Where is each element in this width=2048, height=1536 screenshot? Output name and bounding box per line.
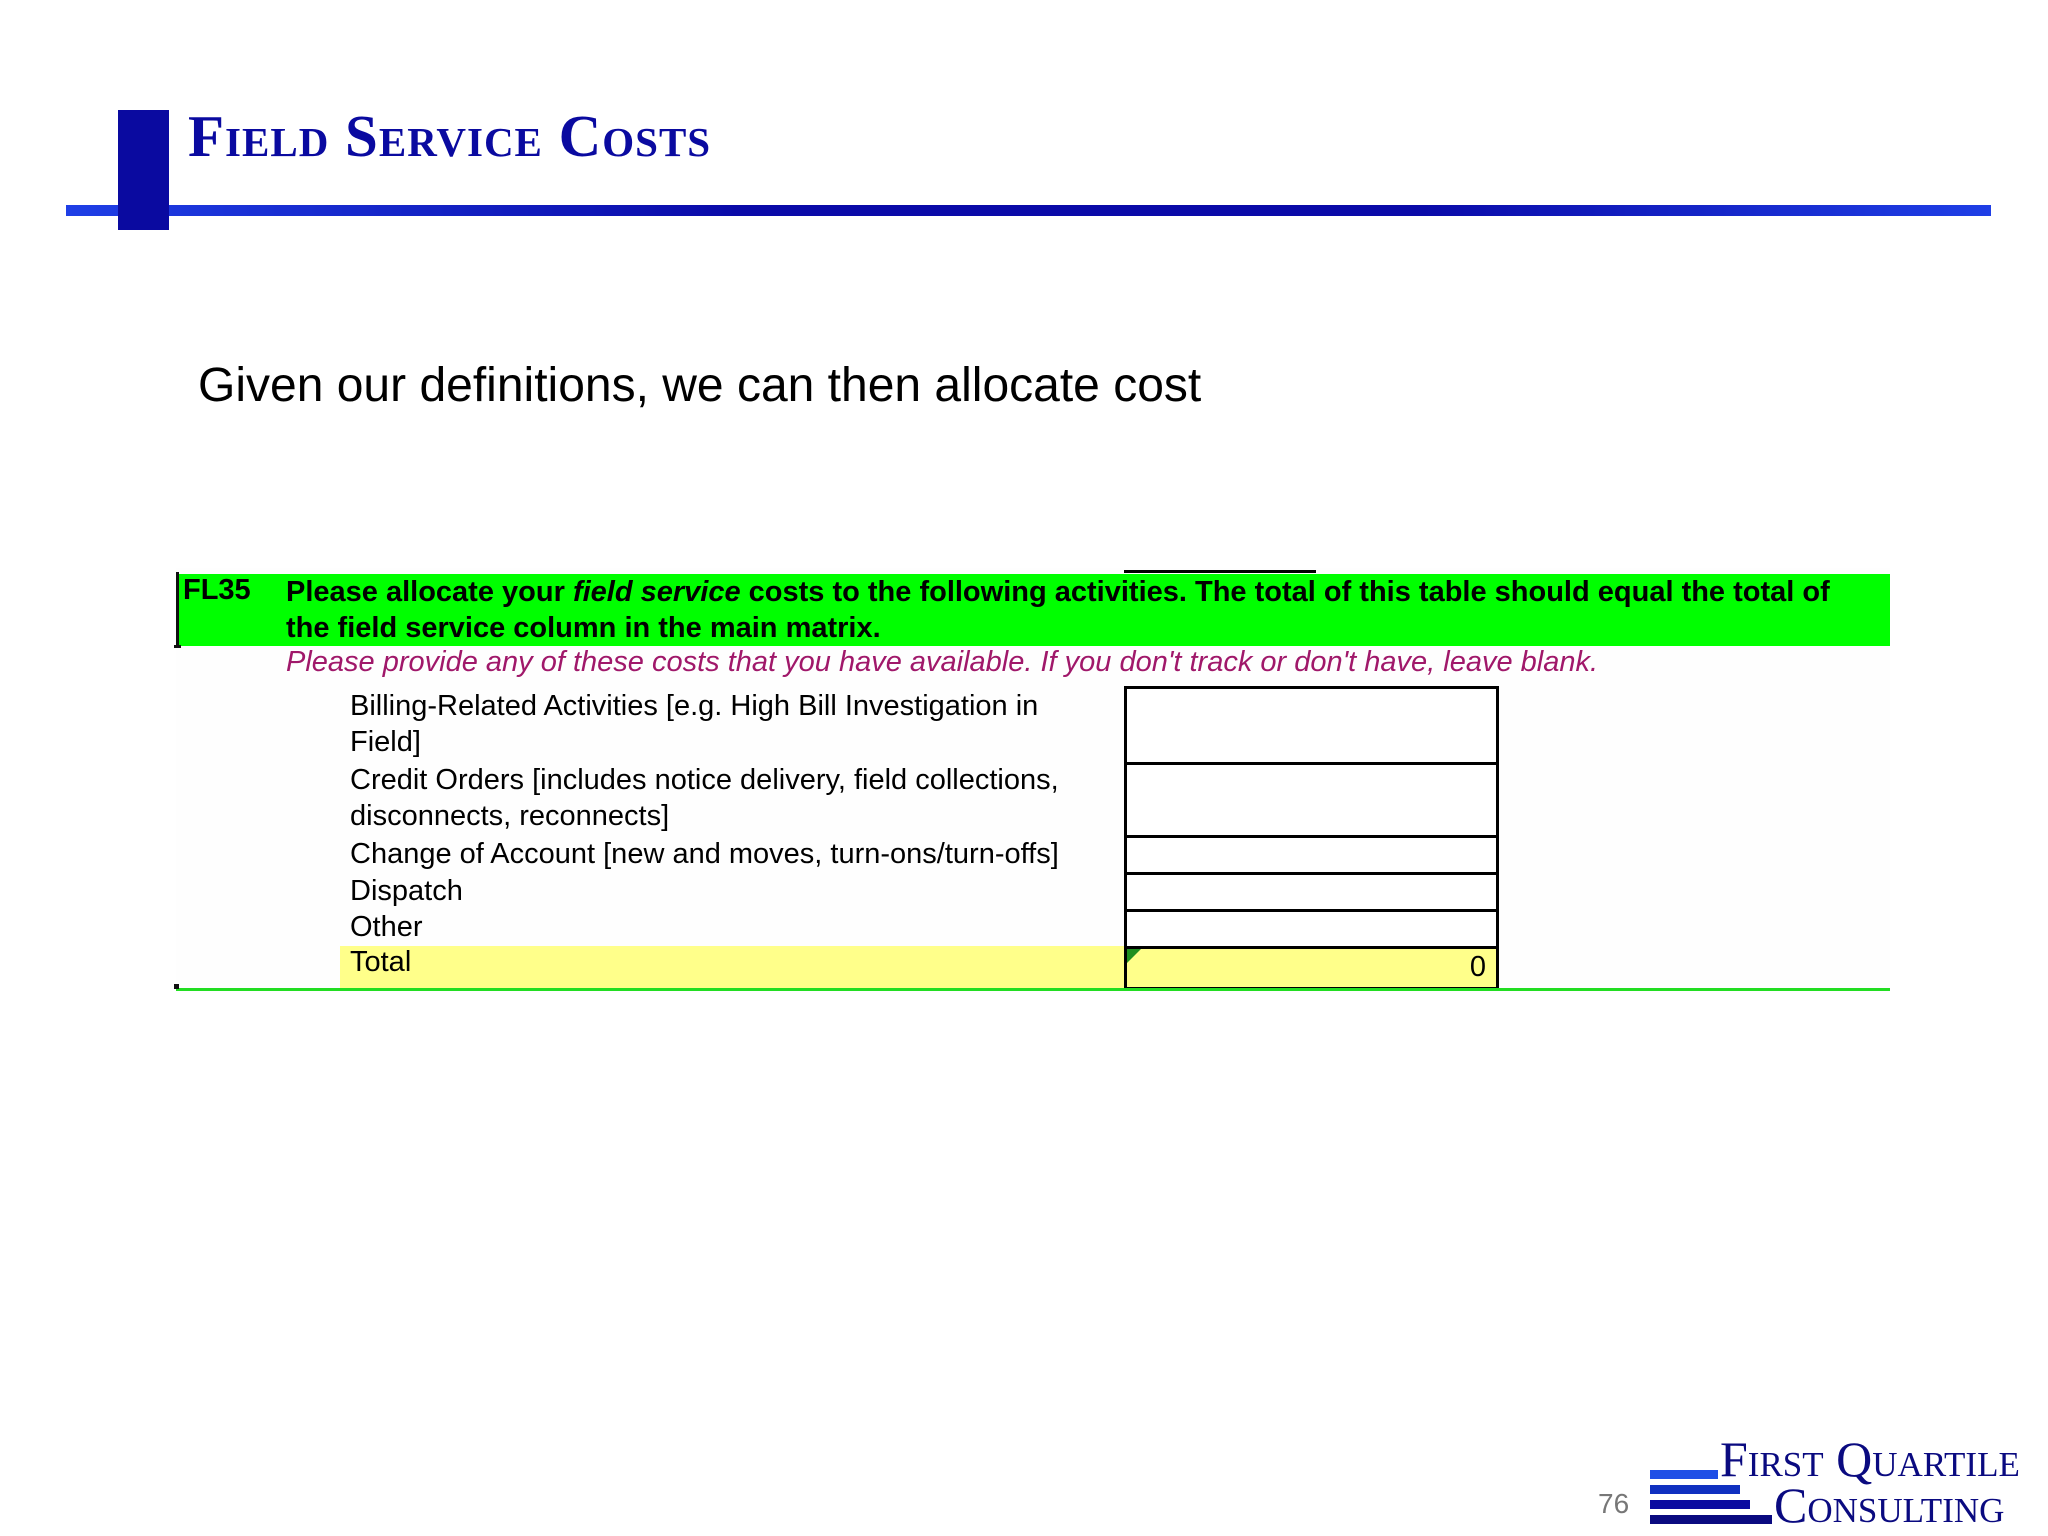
input-cell-other[interactable] xyxy=(1124,909,1499,949)
logo-line-2: Consulting xyxy=(1774,1477,2005,1533)
logo-bar-icon xyxy=(1650,1515,1772,1524)
form-bottom-border xyxy=(176,988,1890,991)
total-row-fill xyxy=(340,946,1125,988)
logo-line-1: First Quartile xyxy=(1720,1431,2020,1487)
cell-top-border xyxy=(1124,570,1316,573)
logo-bar-icon xyxy=(1650,1470,1718,1479)
title-rule xyxy=(66,205,1991,216)
question-note: Please provide any of these costs that you have available. If you don't track or don't have, leave blank. xyxy=(286,646,1599,678)
group-bracket-end xyxy=(174,984,179,989)
group-bracket xyxy=(176,572,179,648)
instruction-emphasis: field service xyxy=(572,576,741,608)
row-label-other: Other xyxy=(350,911,423,943)
slide-title: Field Service Costs xyxy=(188,103,712,169)
row-label-change-of-account: Change of Account [new and moves, turn-ons/turn-offs] xyxy=(350,838,1059,870)
page-number: 76 xyxy=(1598,1488,1630,1519)
company-logo xyxy=(1650,1430,2048,1536)
logo-bar-icon xyxy=(1650,1500,1750,1509)
total-label: Total xyxy=(350,946,412,978)
row-label-dispatch: Dispatch xyxy=(350,875,463,907)
group-bracket-foot xyxy=(174,645,181,648)
slide-subtitle: Given our definitions, we can then allocate cost xyxy=(198,359,1202,412)
input-cell-dispatch[interactable] xyxy=(1124,872,1499,912)
row-label-billing: Billing-Related Activities [e.g. High Bill Investigation in Field] xyxy=(350,690,1039,758)
formula-flag-icon xyxy=(1127,949,1141,963)
total-cell: 0 xyxy=(1124,946,1499,990)
row-label-credit-orders: Credit Orders [includes notice delivery, field collections, disconnects, reconnects] xyxy=(350,764,1059,832)
input-cell-billing[interactable] xyxy=(1124,686,1499,765)
question-instruction: Please allocate your field service costs to the following activities. The total of this table should equal the total of the field service column in the main matrix. xyxy=(286,576,1830,644)
title-accent-block xyxy=(118,110,169,230)
input-cell-change-of-account[interactable] xyxy=(1124,835,1499,875)
question-code: FL35 xyxy=(183,574,251,606)
input-cell-credit-orders[interactable] xyxy=(1124,762,1499,838)
